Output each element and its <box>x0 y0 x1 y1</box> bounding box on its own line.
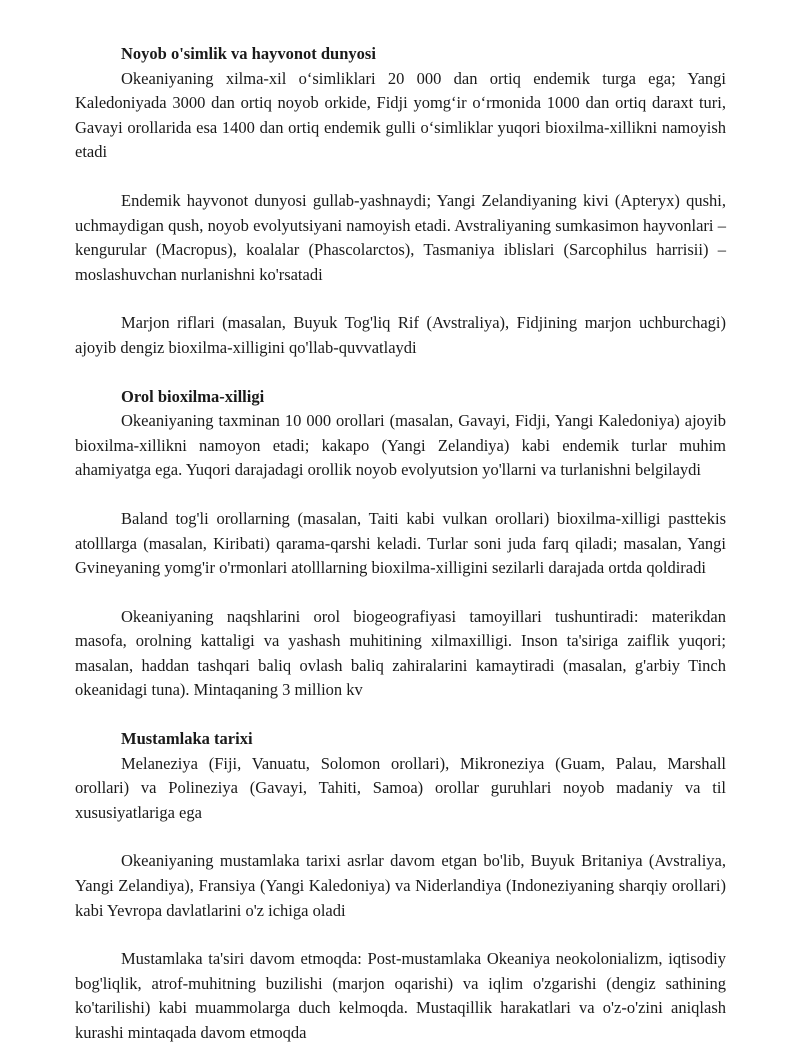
section-heading: Mustamlaka tarixi <box>121 729 253 749</box>
paragraph: Okeaniyaning mustamlaka tarixi asrlar davom etgan bo'lib, Buyuk Britaniya (Avstraliya, Yangi Zelandiya), Fransiya (Yangi Kaledoniya) va Niderlandiya (Indoneziyaning sharqiy orollari) kabi Yevropa davlatlarini o'z ichiga oladi <box>75 851 726 920</box>
section-plants-animals <box>75 42 726 361</box>
paragraph: Mustamlaka ta'siri davom etmoqda: Post-mustamlaka Okeaniya neokolonializm, iqtisodiy bog'liqlik, atrof-muhitning buzilishi (marjon oqarishi) va iqlim o'zgarishi (dengiz sathining ko'tarilishi) kabi muammolarga duch kelmoqda. Mustaqillik harakatlari va o'z-o'zini aniqlash kurashi mintaqada davom etmoqda <box>75 949 726 1042</box>
paragraph: Okeaniyaning taxminan 10 000 orollari (masalan, Gavayi, Fidji, Yangi Kaledoniya) ajoyib bioxilma-xillikni namoyon etadi; kakapo (Yangi Zelandiya) kabi endemik turlar muhim ahamiyatga ega. Yuqori darajadagi orollik noyob evolyutsion yo'llarni va turlanishni belgilaydi <box>75 411 726 480</box>
paragraph: Okeaniyaning naqshlarini orol biogeografiyasi tamoyillari tushuntiradi: materikdan masofa, orolning kattaligi va yashash muhitining xilmaxilligi. Inson ta'siriga zaiflik yuqori; masalan, haddan tashqari baliq ovlash baliq zahiralarini kamaytiradi (masalan, g'arbiy Tinch okeanidagi tuna). Mintaqaning 3 million kv <box>75 606 726 700</box>
paragraph: Endemik hayvonot dunyosi gullab-yashnaydi; Yangi Zelandiyaning kivi (Apteryx) qushi, uchmaydigan qush, noyob evolyutsiyani namoyish etadi. Avstraliyaning sumkasimon hayvonlari – kengurular (Macropus), koalalar (Phascolarctos), Tasmaniya iblislari (Sarcophilus harrisii) – moslashuvchan nurlanishni ko'rsatadi <box>75 190 726 284</box>
paragraph: Okeaniyaning xilma-xil o‘simliklari 20 000 dan ortiq endemik turga ega; Yangi Kaledoniyada 3000 dan ortiq noyob orkide, Fidji yomg‘ir o‘rmonida 1000 dan ortiq daraxt turi, Gavayi orollarida esa 1400 dan ortiq endemik gulli o‘simliklar yuqori bioxilma-xillikni namoyish etadi <box>75 68 726 162</box>
paragraph: Baland tog'li orollarning (masalan, Taiti kabi vulkan orollari) bioxilma-xilligi pasttekis atolllarga (masalan, Kiribati) qarama-qarshi keladi. Turlar soni juda farq qiladi; masalan, Yangi Gvineyaning yomg'ir o'rmonlari atolllarning bioxilma-xilligini sezilarli darajada ortda qoldiradi <box>75 508 726 578</box>
paragraph: Marjon riflari (masalan, Buyuk Tog'liq Rif (Avstraliya), Fidjining marjon uchburchagi) ajoyib dengiz bioxilma-xilligini qo'llab-quvvatlaydi <box>75 313 726 357</box>
section-island-biodiversity <box>75 385 726 704</box>
section-heading: Noyob o'simlik va hayvonot dunyosi <box>121 44 376 63</box>
paragraph: Melaneziya (Fiji, Vanuatu, Solomon orollari), Mikroneziya (Guam, Palau, Marshall orollari) va Polineziya (Gavayi, Tahiti, Samoa) orollar guruhlari noyob madaniy va til xususiyatlariga ega <box>75 753 726 822</box>
section-heading: Orol bioxilma-xilligi <box>121 386 265 406</box>
section-colonial-history <box>75 727 726 1046</box>
